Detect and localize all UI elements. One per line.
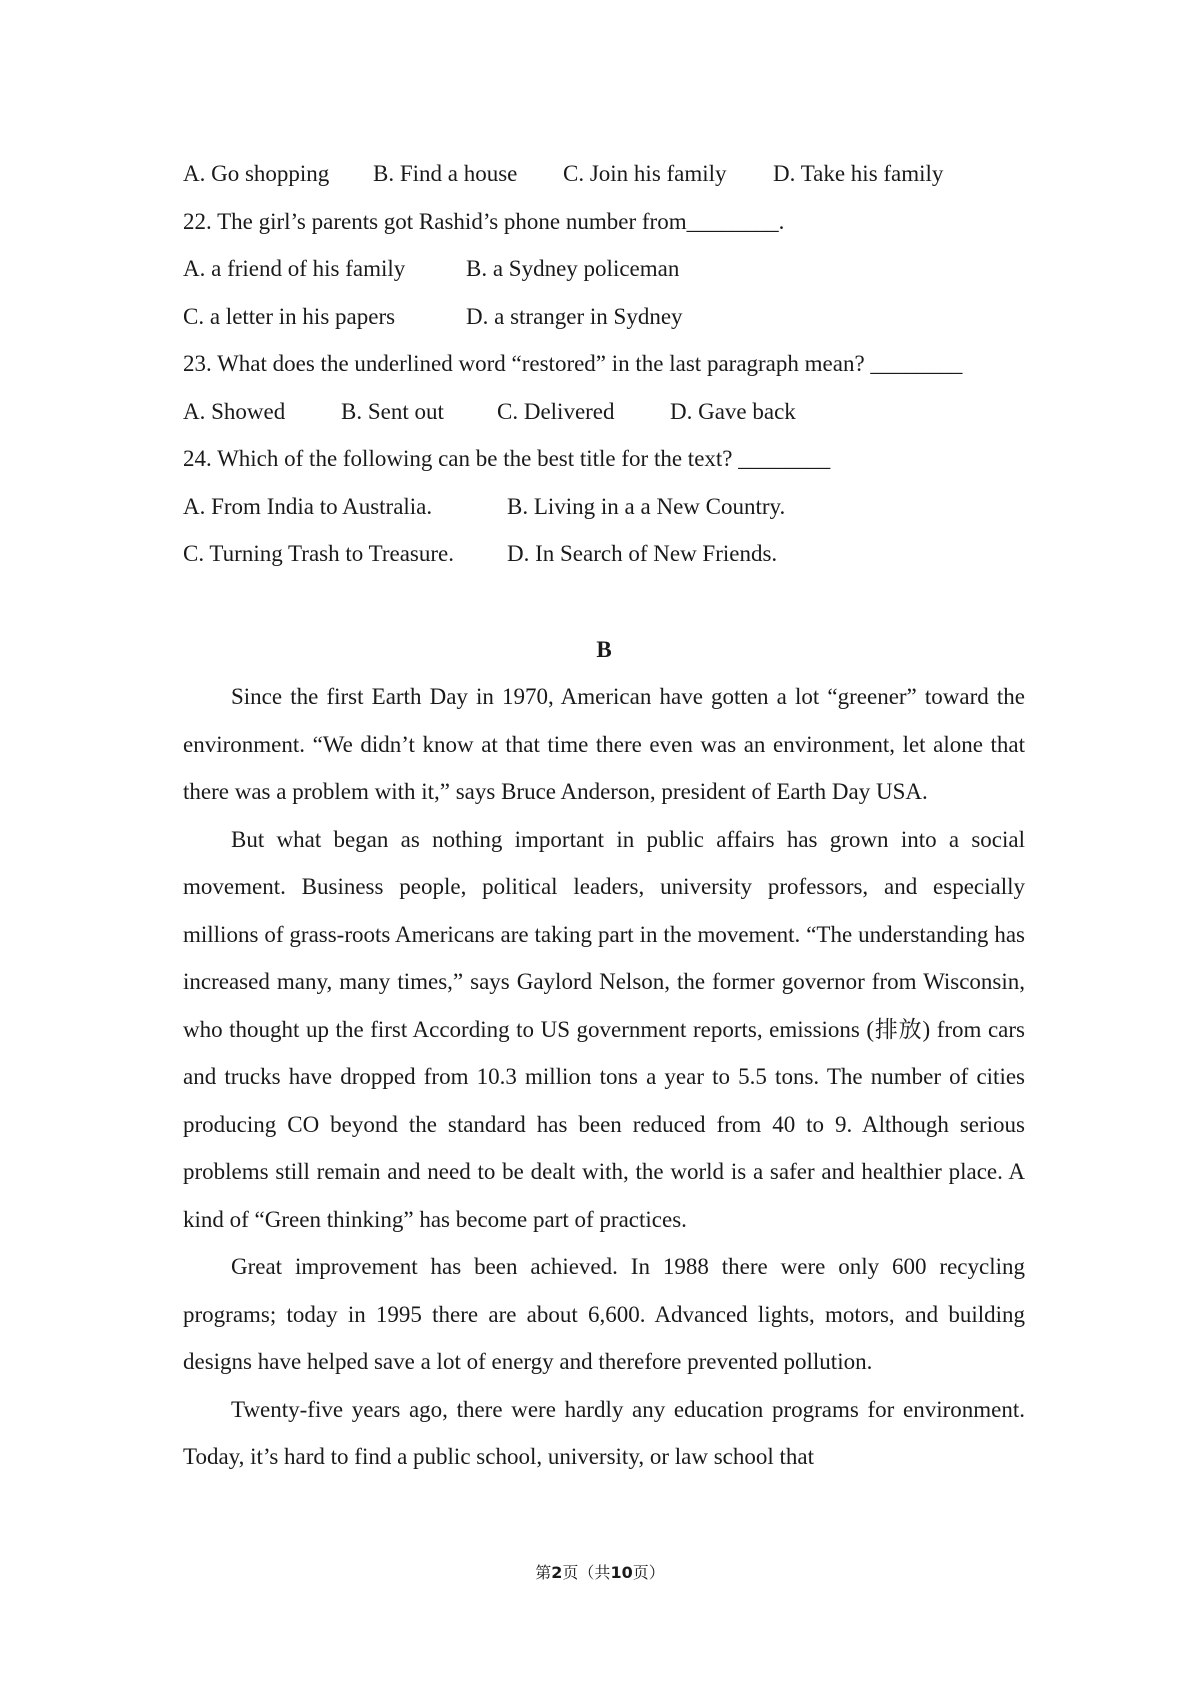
passage-paragraph-1: Since the first Earth Day in 1970, American have gotten a lot “greener” toward the environment. “We didn’t know at that time there even was an environment, let alone that there was a problem with it,” says Bruce Anderson, president of Earth Day USA. bbox=[183, 684, 1025, 804]
footer-middle: 页（共 bbox=[562, 1563, 611, 1582]
q23-options bbox=[183, 388, 1025, 436]
footer-prefix: 第 bbox=[535, 1563, 552, 1582]
section-heading: B bbox=[596, 636, 612, 662]
q21-options bbox=[183, 150, 1025, 198]
q22-question: 22. The girl’s parents got Rashid’s phone number from________. bbox=[183, 208, 785, 234]
q22-option-d: D. a stranger in Sydney bbox=[466, 303, 683, 329]
exam-page bbox=[183, 150, 1025, 1481]
q24-question: 24. Which of the following can be the best title for the text? ________ bbox=[183, 446, 831, 471]
q22-option-b: B. a Sydney policeman bbox=[466, 256, 680, 281]
q23-option-d: D. Gave back bbox=[670, 398, 796, 424]
q24-option-d: D. In Search of New Friends. bbox=[507, 541, 778, 566]
q23-option-a: A. Showed bbox=[183, 398, 286, 424]
q22-option-c: C. a letter in his papers bbox=[183, 303, 396, 329]
q24-option-a: A. From India to Australia. bbox=[183, 493, 433, 519]
q24-options-row2 bbox=[183, 530, 1025, 578]
q21-option-b: B. Find a house bbox=[373, 161, 518, 186]
footer-suffix: 页） bbox=[632, 1563, 665, 1582]
passage-paragraph-3: Great improvement has been achieved. In 1988 there were only 600 recycling programs; today in 1995 there are about 6,600. Advanced lights, motors, and building designs have helped save a lot of energy and therefore prevented pollution. bbox=[183, 1254, 1025, 1374]
q24-option-b: B. Living in a a New Country. bbox=[507, 493, 786, 519]
q22-options-row2 bbox=[183, 293, 1025, 341]
page-footer bbox=[0, 1560, 1200, 1583]
q24-options-row1 bbox=[183, 483, 1025, 531]
q21-option-c: C. Join his family bbox=[563, 161, 727, 186]
passage-paragraph-2: But what began as nothing important in public affairs has grown into a social movement. Business people, political leaders, university professors, and especially millions of grass-roots Americans are taking part in the movement. “The understanding has increased many, many times,” says Gaylord Nelson, the former governor from Wisconsin, who thought up the first According to US government reports, emissions (排放) from cars and trucks have dropped from 10.3 million tons a year to 5.5 tons. The number of cities producing CO beyond the standard has been reduced from 40 to 9. Although serious problems still remain and need to be dealt with, the world is a safer and healthier place. A kind of “Green thinking” has become part of practices. bbox=[183, 826, 1025, 1232]
footer-page-number: 2 bbox=[551, 1563, 563, 1582]
passage-paragraph-4: Twenty-five years ago, there were hardly any education programs for environment. Today, it’s hard to find a public school, university, or law school that bbox=[183, 1396, 1025, 1469]
q22-option-a: A. a friend of his family bbox=[183, 256, 406, 281]
q21-option-d: D. Take his family bbox=[773, 161, 944, 186]
q21-option-a: A. Go shopping bbox=[183, 161, 330, 186]
q22-options-row1 bbox=[183, 245, 1025, 293]
footer-total-pages: 10 bbox=[610, 1563, 633, 1582]
q23-option-b: B. Sent out bbox=[341, 398, 444, 424]
q24-option-c: C. Turning Trash to Treasure. bbox=[183, 541, 454, 566]
q23-question: 23. What does the underlined word “restored” in the last paragraph mean? ________ bbox=[183, 351, 963, 376]
q23-option-c: C. Delivered bbox=[497, 398, 615, 424]
